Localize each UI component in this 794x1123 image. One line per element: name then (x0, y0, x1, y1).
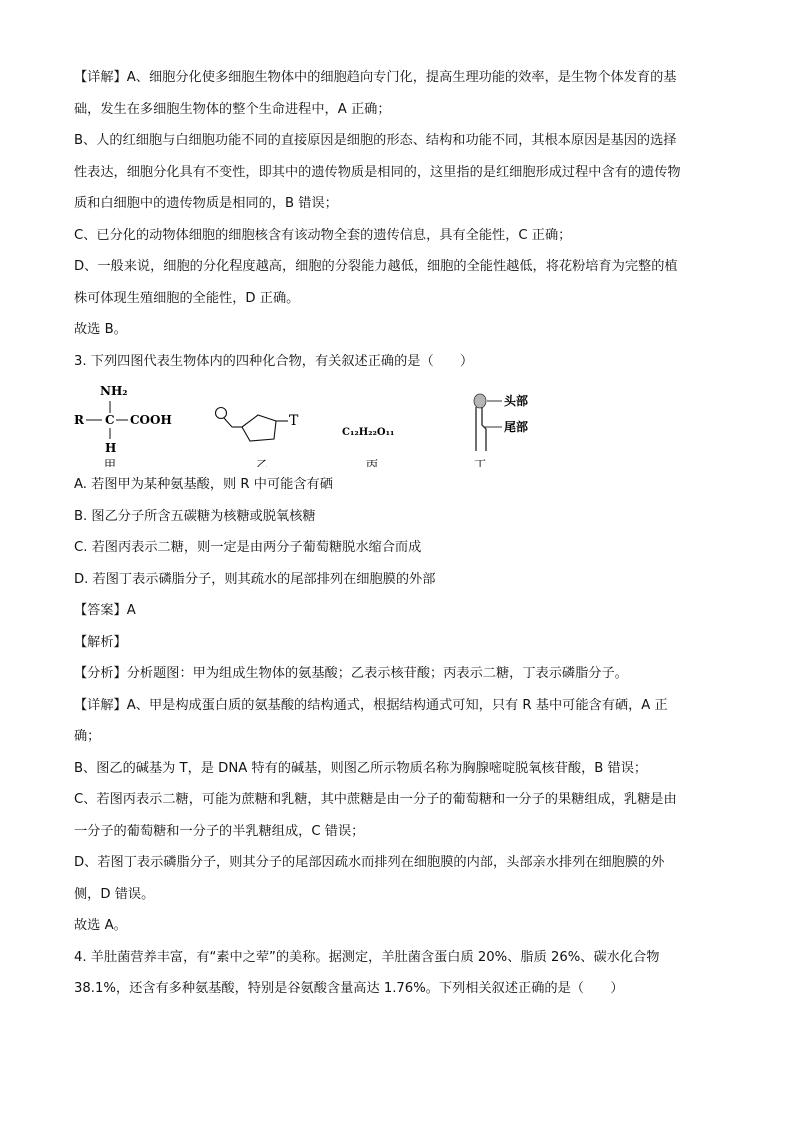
option-d: D. 若图丁表示磷脂分子，则其疏水的尾部排列在细胞膜的外部 (74, 571, 436, 587)
formula-c12h22o11: C₁₂H₂₂O₁₁ (342, 427, 395, 438)
detail-d-line2: 株可体现生殖细胞的全能性，D 正确。 (74, 290, 300, 306)
q3-detail-a-line2: 确； (74, 729, 101, 744)
detail-d-line1: D、一般来说，细胞的分化程度越高，细胞的分裂能力越低，细胞的全能性越低，将花粉培育为完整的植 (74, 259, 678, 274)
q3-detail-b-line1: B、图乙的碱基为 T，是 DNA 特有的碱基，则图乙所示物质名称为胸腺嘧啶脱氧核苷酸，B 错误； (74, 760, 648, 776)
nucleotide-structure (216, 408, 300, 468)
document-body (74, 62, 726, 1005)
h-label: H (105, 441, 117, 455)
detail-b-line2: 性表达，细胞分化具有不变性，即其中的遗传物质是相同的，这里指的是红细胞形成过程中含有的遗传物 (74, 164, 681, 180)
label-ding: 丁 (474, 458, 487, 467)
hydrophilic-head (474, 394, 486, 408)
nh2-label: NH₂ (100, 384, 128, 398)
r-label: R (74, 413, 84, 427)
phospholipid-structure (474, 393, 528, 467)
label-bing: 丙 (366, 458, 379, 467)
analysis-title: 【解析】 (74, 634, 127, 650)
cooh-label: COOH (130, 413, 172, 427)
amino-acid-structure (74, 384, 172, 467)
q3-detail-d-line2: 侧，D 错误。 (74, 886, 155, 902)
q3-figure (74, 379, 726, 467)
detail-c-line1: C、已分化的动物体细胞的细胞核含有该动物全套的遗传信息，具有全能性，C 正确； (74, 227, 572, 243)
detail-b-line1: B、人的红细胞与白细胞功能不同的直接原因是细胞的形态、结构和功能不同，其根本原因是基因的选择 (74, 133, 677, 148)
phosphate-circle (216, 408, 227, 419)
analysis-line: 【分析】分析题图：甲为组成生物体的氨基酸；乙表示核苷酸；丙表示二糖，丁表示磷脂分子。 (74, 666, 628, 681)
compound-diagrams (74, 379, 554, 467)
tail-label: 尾部 (504, 420, 529, 434)
detail-b-line3: 质和白细胞中的遗传物质是相同的，B 错误； (74, 196, 338, 211)
q3-final-answer: 故选 A。 (74, 918, 127, 933)
option-b: B. 图乙分子所含五碳糖为核糖或脱氧核糖 (74, 508, 316, 524)
previous-answer: 故选 B。 (74, 322, 127, 337)
detail-a-line2: 础，发生在多细胞生物体的整个生命进程中，A 正确； (74, 101, 391, 117)
answer-line: 【答案】A (74, 603, 136, 618)
label-jia: 甲 (104, 458, 117, 467)
phosphate-bond (224, 418, 232, 427)
question-4-line2: 38.1%，还含有多种氨基酸，特别是谷氨酸含量高达 1.76%。下列相关叙述正确的是（ ） (74, 981, 624, 996)
detail-a-line1: 【详解】A、细胞分化使多细胞生物体中的细胞趋向专门化，提高生理功能的效率，是生物个体发育的基 (74, 70, 677, 85)
q3-detail-a-line1: 【详解】A、甲是构成蛋白质的氨基酸的结构通式，根据结构通式可知，只有 R 基中可能含有硒，A 正 (74, 697, 668, 713)
q3-detail-c-line1: C、若图丙表示二糖，可能为蔗糖和乳糖，其中蔗糖是由一分子的葡萄糖和一分子的果糖组成，乳糖是由 (74, 792, 677, 807)
option-a: A. 若图甲为某种氨基酸，则 R 中可能含有硒 (74, 477, 333, 492)
head-label: 头部 (504, 394, 529, 408)
question-4-line1: 4. 羊肚菌营养丰富，有“素中之荤”的美称。据测定，羊肚菌含蛋白质 20%、脂质 26%、碳水化合物 (74, 949, 660, 965)
c-label: C (105, 413, 115, 427)
question-3-stem: 3. 下列四图代表生物体内的四种化合物，有关叙述正确的是（ ） (74, 353, 474, 369)
label-yi: 乙 (256, 458, 269, 467)
tail-2 (482, 407, 486, 451)
q3-detail-d-line1: D、若图丁表示磷脂分子，则其分子的尾部因疏水而排列在细胞膜的内部，头部亲水排列在细胞膜的外 (74, 855, 665, 870)
base-t-label: T (289, 413, 299, 429)
q3-detail-c-line2: 一分子的葡萄糖和一分子的半乳糖组成，C 错误； (74, 823, 365, 839)
disaccharide-formula (342, 427, 394, 467)
pentose-ring (242, 415, 276, 441)
option-c: C. 若图丙表示二糖，则一定是由两分子葡萄糖脱水缩合而成 (74, 540, 422, 555)
